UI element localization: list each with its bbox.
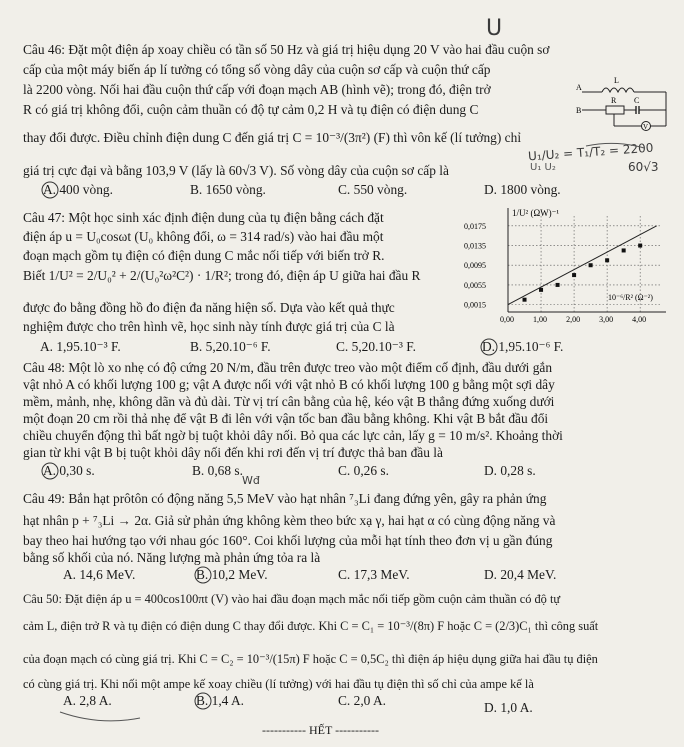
q47-option-a[interactable]: A. 1,95.10⁻³ F. <box>40 339 121 354</box>
resistor-label: R <box>611 96 617 105</box>
chart-data-point <box>638 244 642 248</box>
q48-option-b[interactable]: B. 0,68 s. <box>192 463 243 478</box>
q50-line-2: cảm L, điện trở R và tụ điện có điện dung C thay đổi được. Khi C = C₁ = 10⁻³/(8π) F hoặc C = (2/3)C₁ thì công suất <box>23 619 599 633</box>
q49-option-b[interactable]: B. 10,2 MeV. <box>196 567 268 582</box>
chart-x-tick-label: 1,00 <box>533 315 548 324</box>
chart-data-point <box>589 263 593 267</box>
chart-x-tick-label: 0,00 <box>500 315 514 324</box>
inductor-coil <box>602 88 634 92</box>
q48-line-2: vật nhỏ A có khối lượng 100 g; vật A được nối với vật nhỏ B có khối lượng 100 g bằng một sợi dây <box>23 377 555 392</box>
q46-option-a[interactable]: A. 400 vòng. <box>43 182 113 197</box>
chart-x-tick-label: 3,00 <box>599 315 614 324</box>
q46-line-4: R có giá trị không đổi, cuộn cảm thuần có độ tự cảm 0,2 H và tụ điện có điện dung C <box>23 102 479 117</box>
q49-line-1: Câu 49: Bắn hạt prôtôn có động năng 5,5 MeV vào hạt nhân ⁷₃Li đang đứng yên, gây ra phản ứng <box>23 491 547 506</box>
chart-y-axis-label: 1/U² (ΩW)⁻¹ <box>512 208 560 218</box>
q46-line-5: thay đổi được. Điều chỉnh điện dung C đến giá trị C = 10⁻³/(3π²) (F) thì vôn kế (lí tưởng) chỉ <box>23 130 522 145</box>
q50-option-a[interactable]: A. 2,8 A. <box>63 693 112 708</box>
calibration-chart <box>462 200 676 335</box>
q46-option-d[interactable]: D. 1800 vòng. <box>484 182 561 197</box>
handwritten-formula: U₁/U₂ = T₁/T₂ = 2200 <box>527 140 654 164</box>
q47-option-b[interactable]: B. 5,20.10⁻⁶ F. <box>190 339 271 354</box>
q47-line-1: Câu 47: Một học sinh xác định điện dung của tụ điện bằng cách đặt <box>23 210 384 225</box>
q48-option-d[interactable]: D. 0,28 s. <box>484 463 536 478</box>
chart-y-tick-label: 0,0055 <box>464 280 486 290</box>
q49-line-4: bằng số khối của nó. Năng lượng mà phản ứng tỏa ra là <box>23 550 321 565</box>
q50-option-d[interactable]: D. 1,0 A. <box>484 700 533 715</box>
q46-line-6: giá trị cực đại và bằng 103,9 V (lấy là 60√3 V). Số vòng dây của cuộn sơ cấp là <box>23 163 449 178</box>
point-b-label: B <box>576 106 582 115</box>
q48-option-a[interactable]: A. 0,30 s. <box>43 463 95 478</box>
q50-line-1: Câu 50: Đặt điện áp u = 400cos100πt (V) vào hai đầu đoạn mạch mắc nối tiếp gồm cuộn cảm thuần có độ tự <box>23 592 561 606</box>
q49-line-2: hạt nhân p + ⁷₃Li → 2α. Giả sử phản ứng không kèm theo bức xạ γ, hai hạt α có cùng động năng và <box>23 513 556 528</box>
capacitor-label: C <box>634 96 640 105</box>
q47-line-2: điện áp u = U₀cosωt (U₀ không đổi, ω = 314 rad/s) vào hai đầu một <box>23 229 384 244</box>
q46-option-c[interactable]: C. 550 vòng. <box>338 182 408 197</box>
q49-option-c[interactable]: C. 17,3 MeV. <box>338 567 410 582</box>
q47-line-5: được đo bằng đồng hồ đo điện đa năng hiện số. Dựa vào kết quả thực <box>23 300 395 315</box>
chart-data-point <box>622 248 626 252</box>
handwritten-u: U <box>486 16 503 41</box>
q48-line-5: chiều chuyển động thì bất ngờ bị tuột khỏi dây nối. Bỏ qua các lực cản, lấy g = 10 m/s². Khoảng thời <box>23 428 563 443</box>
q47-line-3: đoạn mạch gồm tụ điện có điện dung C mắc nối tiếp với biến trở R. <box>23 248 385 263</box>
chart-data-point <box>605 258 609 262</box>
handwritten-result: 60√3 <box>628 160 659 174</box>
q50-line-3: của đoạn mạch có cùng giá trị. Khi C = C₂ = 10⁻³/(15π) F hoặc C = 0,5C₂ thì điện áp hiệu dụng giữa hai đầu tụ điện <box>23 652 598 666</box>
q49-line-3: bay theo hai hướng tạo với nhau góc 160°. Coi khối lượng của mỗi hạt tính theo đơn vị u gần đúng <box>23 533 553 548</box>
q46-line-1: Câu 46: Đặt một điện áp xoay chiều có tần số 50 Hz và giá trị hiệu dụng 20 V vào hai đầu cuộn sơ <box>23 42 550 57</box>
q47-line-6: nghiệm được cho trên hình vẽ, học sinh này tính được giá trị của C là <box>23 319 395 334</box>
q46-line-2: cấp của một máy biến áp lí tưởng có tổng số vòng dây của cuộn sơ cấp và cuộn thứ cấp <box>23 62 491 77</box>
point-a-label: A <box>576 83 582 92</box>
q46-option-b[interactable]: B. 1650 vòng. <box>190 182 266 197</box>
resistor-symbol <box>606 106 624 114</box>
chart-data-point <box>556 283 560 287</box>
chart-x-tick-label: 4,00 <box>632 315 647 324</box>
chart-y-tick-label: 0,0175 <box>464 221 486 231</box>
q48-option-c[interactable]: C. 0,26 s. <box>338 463 389 478</box>
q50-option-b[interactable]: B. 1,4 A. <box>196 693 244 708</box>
chart-y-tick-label: 0,0135 <box>464 241 486 251</box>
chart-y-tick-label: 0,0095 <box>464 261 486 271</box>
chart-y-tick-label: 0,0015 <box>464 300 486 310</box>
q48-line-3: mềm, mảnh, nhẹ, không dãn và đủ dài. Từ vị trí cân bằng của hệ, kéo vật B thẳng đứng xuống dưới <box>23 394 555 409</box>
chart-x-tick-label: 2,00 <box>566 315 581 324</box>
q49-option-d[interactable]: D. 20,4 MeV. <box>484 567 557 582</box>
q46-line-3: là 2200 vòng. Nối hai đầu cuộn thứ cấp với đoạn mạch AB (hình vẽ); trong đó, điện trở <box>23 82 491 97</box>
q47-option-d[interactable]: D. 1,95.10⁻⁶ F. <box>482 339 564 354</box>
q48-line-6: gian từ khi vật B bị tuột khỏi dây nối đến khi rơi đến vị trí được thả ban đầu là <box>23 445 443 460</box>
handwritten-note-48: Wđ <box>242 474 260 487</box>
chart-x-axis-label: 10⁻⁶/R² (Ω⁻²) <box>608 293 653 302</box>
q49-option-a[interactable]: A. 14,6 MeV. <box>63 567 136 582</box>
q50-line-4: có cùng giá trị. Khi nối một ampe kế xoay chiều (lí tưởng) với hai đầu tụ điện thì số chỉ của ampe kế là <box>23 677 534 691</box>
chart-data-point <box>572 273 576 277</box>
q48-line-1: Câu 48: Một lò xo nhẹ có độ cứng 20 N/m, đầu trên được treo vào một điểm cố định, đầu dưới gắn <box>23 360 553 375</box>
q50-option-c[interactable]: C. 2,0 A. <box>338 693 386 708</box>
circuit-diagram <box>574 70 674 140</box>
chart-data-point <box>539 288 543 292</box>
chart-data-point <box>523 298 527 302</box>
q47-option-c[interactable]: C. 5,20.10⁻³ F. <box>336 339 416 354</box>
q47-line-4: Biết 1/U² = 2/U₀² + 2/(U₀²ω²C²) · 1/R²; trong đó, điện áp U giữa hai đầu R <box>23 268 421 283</box>
q48-line-4: một đoạn 20 cm rồi thả nhẹ để vật B đi lên với vận tốc ban đầu bằng không. Khi vật B bắt đầu đổi <box>23 411 549 426</box>
voltmeter-label: V <box>643 123 649 131</box>
inductor-label: L <box>614 76 619 85</box>
handwritten-note-ratio: U₁ U₂ <box>530 162 556 173</box>
footer-end-mark: ----------- HẾT ----------- <box>262 723 380 737</box>
